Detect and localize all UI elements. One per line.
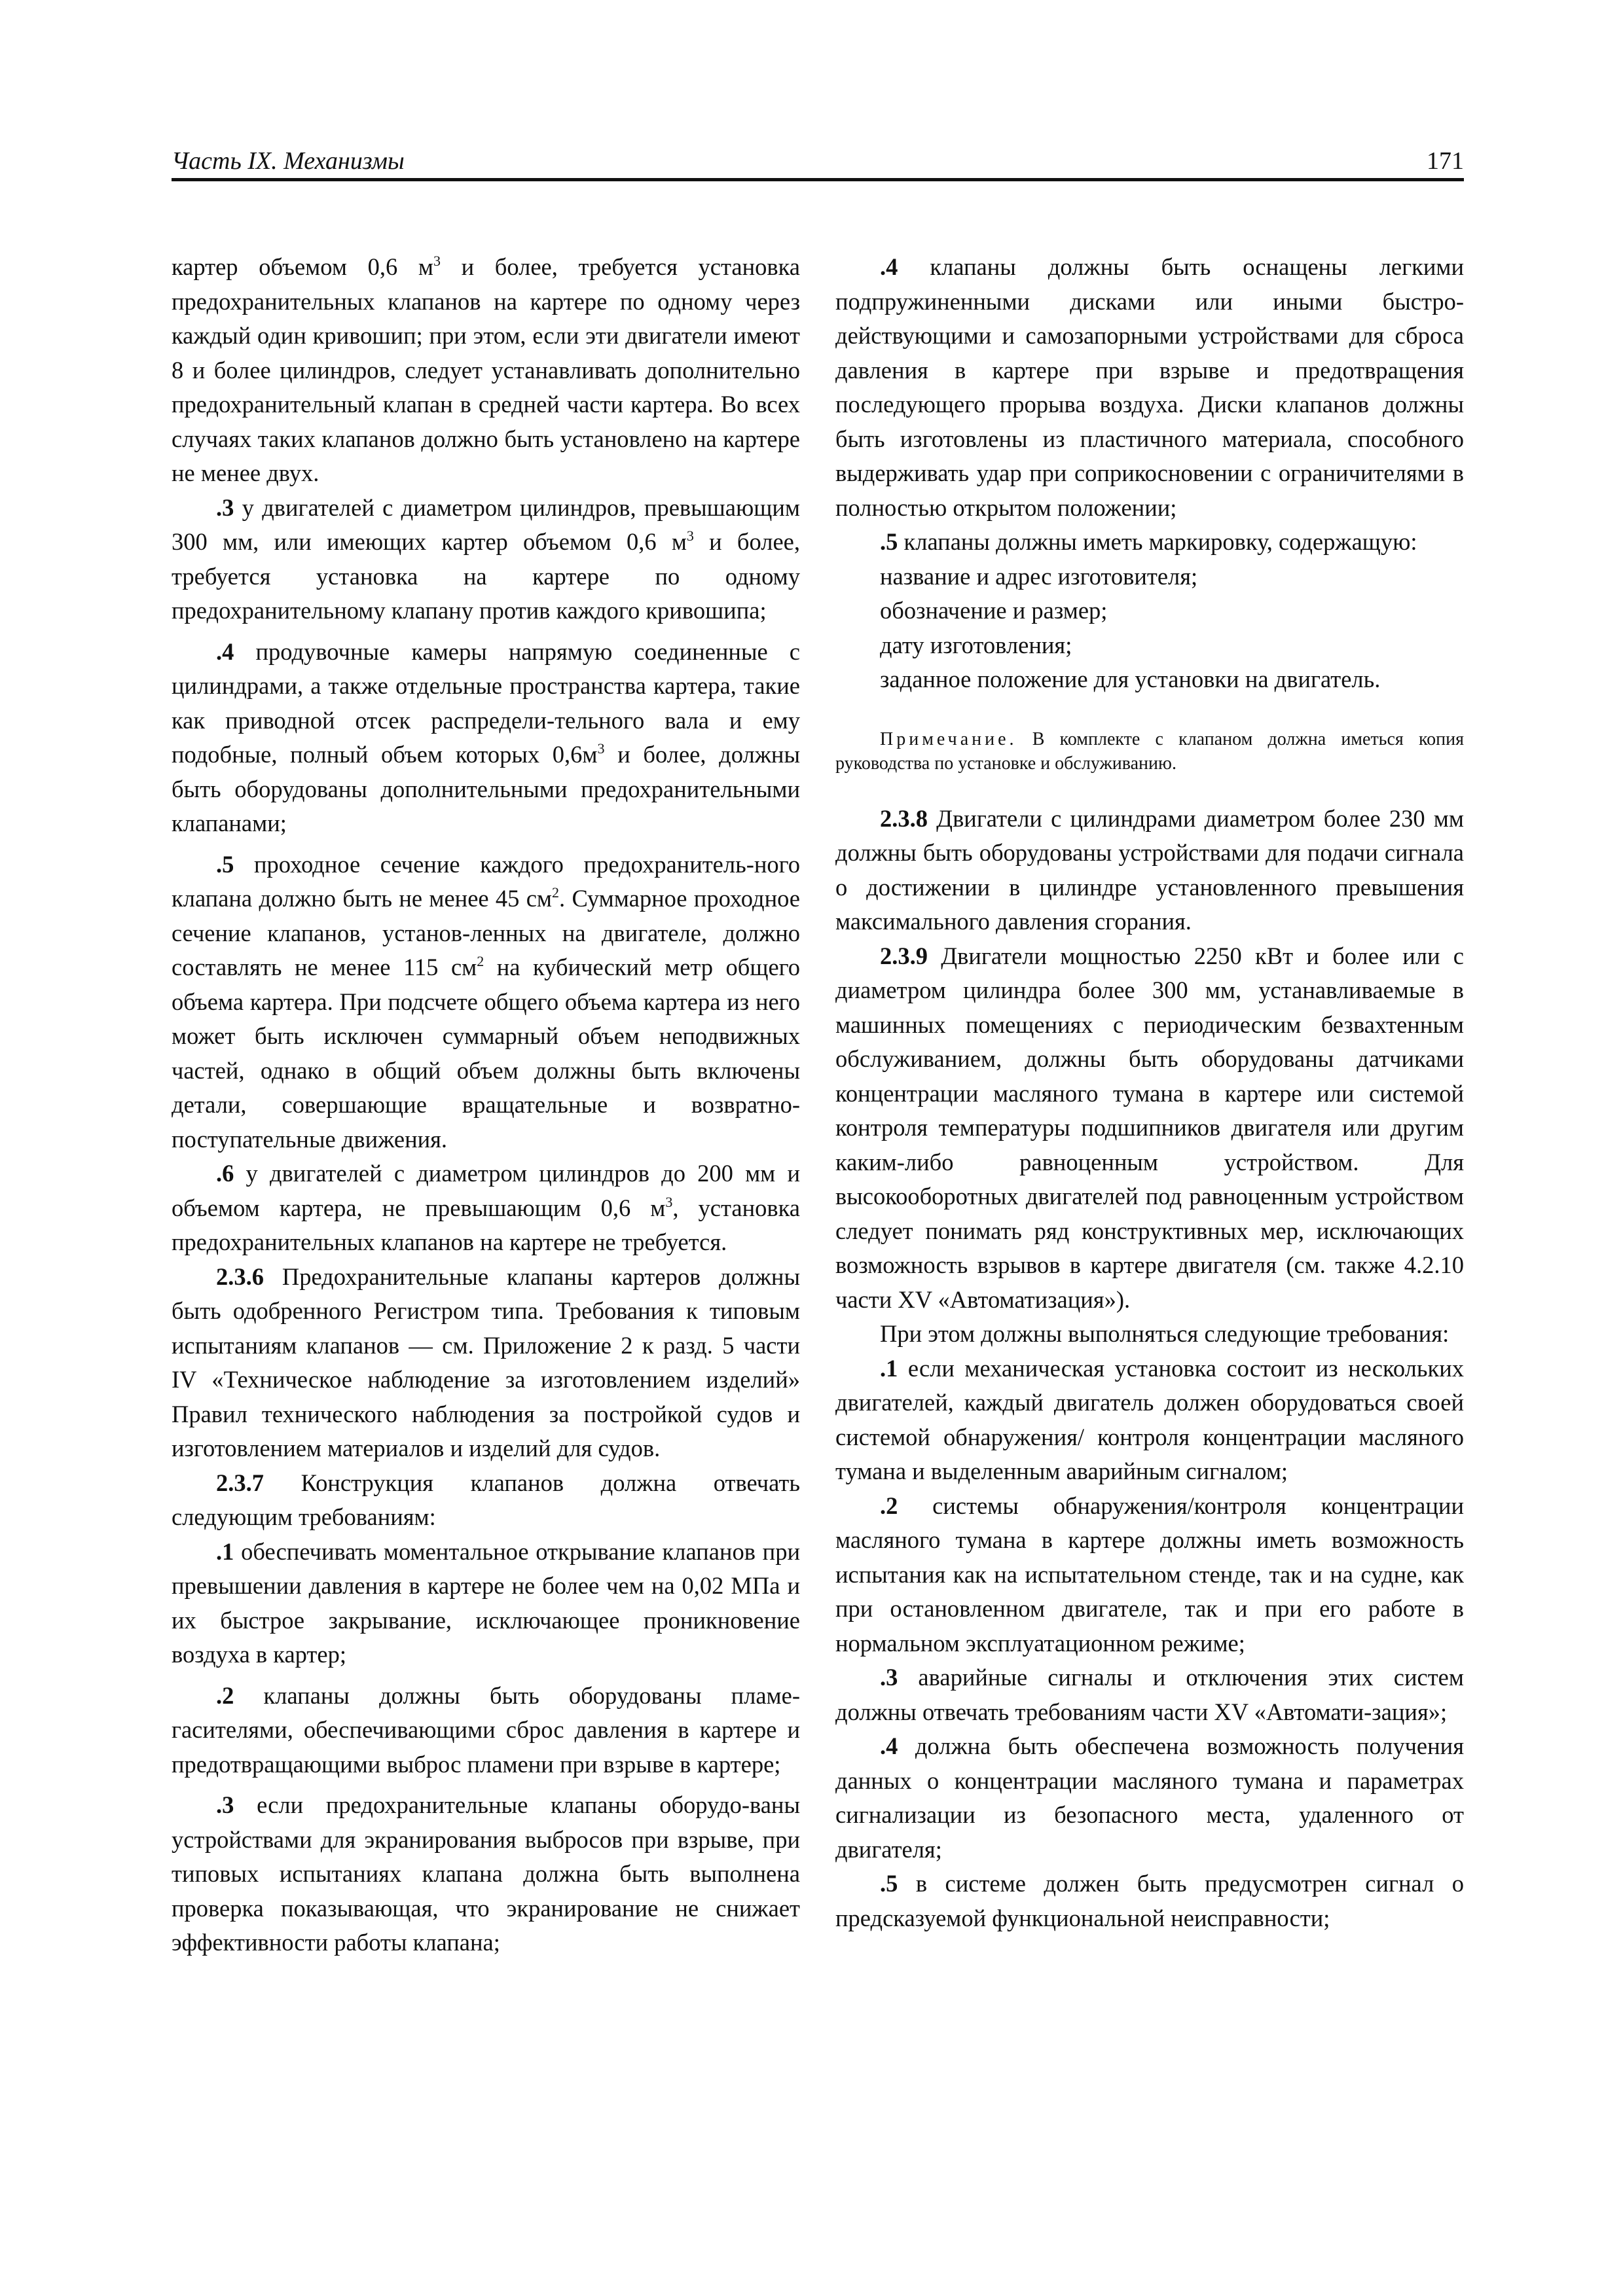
clause-item: .3 аварийные сигналы и отключения этих систем должны отвечать требованиям части XV «Автомати-зация»;	[835, 1664, 1464, 1725]
clause-number: .4	[216, 637, 234, 665]
clause-item: .5 в системе должен быть предусмотрен сигнал о предсказуемой функциональной неисправности;	[835, 1870, 1464, 1931]
marking-list-item: обозначение и размер;	[880, 597, 1108, 624]
clause-number: .4	[880, 1732, 898, 1759]
clause-number: .2	[216, 1681, 234, 1709]
clause-number: .1	[880, 1354, 898, 1382]
clause-item: .4 клапаны должны быть оснащены легкими подпружиненными дисками или иными быстро-действующими и самозапорными устройствами для сброса давления в картере при взрыве и предотвращения последующего прорыва воздуха. Диски клапанов должны быть изготовлены из пластичного материала, способного выдерживать удар при соприкосновении с ограничителями в полностью открытом положении;	[835, 253, 1464, 521]
clause-item: .4 должна быть обеспечена возможность получения данных о концентрации масляного тумана и параметрах сигнализации из безопасного места, удаленного от двигателя;	[835, 1732, 1464, 1863]
section-number: 2.3.8	[880, 804, 928, 832]
clause-number: .1	[216, 1537, 234, 1565]
clause-item: .2 системы обнаружения/контроля концентрации масляного тумана в картере должны иметь возможность испытания как на испытательном стенде, так и на судне, как при остановленном двигателе, так и при его работе в нормальном эксплуатационном режиме;	[835, 1492, 1464, 1657]
left-column	[172, 250, 800, 1960]
note: Примечание. В комплекте с клапаном должна иметься копия руководства по установке и обслуживанию.	[835, 728, 1464, 774]
clause-item: .1 обеспечивать моментальное открывание клапанов при превышении давления в картере не более чем на 0,02 МПа и их быстрое закрывание, исключающее проникновение воздуха в картер;	[172, 1537, 800, 1668]
clause-number: .3	[216, 493, 234, 521]
clause-item: .4 продувочные камеры напрямую соединенные с цилиндрами, а также отдельные пространства картера, такие как приводной отсек распредели-тельного вала и ему подобные, полный объем которых $0,6м^3$ и более, должны быть оборудованы дополнительными предохранительными клапанами;	[172, 637, 800, 836]
clause-number: .5	[216, 850, 234, 878]
clause-item: .2 клапаны должны быть оборудованы пламе-гасителями, обеспечивающими сброс давления в картере и предотвращающими выброс пламени при взрыве в картере;	[172, 1681, 800, 1778]
marking-list-item: название и адрес изготовителя;	[880, 562, 1198, 590]
section-number: 2.3.7	[216, 1469, 264, 1496]
clause-number: .5	[880, 1870, 898, 1897]
marking-list-item: дату изготовления;	[880, 631, 1072, 658]
clause-item: .5 клапаны должны иметь маркировку, содержащую:	[880, 528, 1417, 555]
clause-item: .3 если предохранительные клапаны оборудо-ваны устройствами для экранирования выбросов при взрыве, при типовых испытаниях клапана должна быть выполнена проверка показывающая, что экранирование не снижает эффективности работы клапана;	[172, 1791, 800, 1956]
right-column	[835, 250, 1464, 1935]
clause-number: .5	[880, 528, 898, 555]
marking-list-item: заданное положение для установки на двигатель.	[880, 666, 1381, 692]
clause-number: .3	[880, 1664, 898, 1691]
clause-number: .2	[880, 1492, 898, 1519]
section-paragraph: 2.3.9 Двигатели мощностью 2250 кВт и более или с диаметром цилиндра более 300 мм, устанавливаемые в машинных помещениях с периодическим безвахтенным обслуживанием, должны быть оборудованы датчиками концентрации масляного тумана в картере или системой контроля температуры подшипников двигателя или другим каким-либо равноценным устройством. Для высокооборотных двигателей под равноценным устройством следует понимать ряд конструктивных мер, исключающих возможность взрывов в картере двигателя (см. также 4.2.10 части XV «Автоматизация»).	[835, 942, 1464, 1313]
clause-item: .6 у двигателей с диаметром цилиндров до 200 мм и объемом картера, не превышающим 0,6 $м^3$, установка предохранительных клапанов на картере не требуется.	[172, 1160, 800, 1255]
page-number: 171	[1427, 147, 1464, 175]
paragraph: При этом должны выполняться следующие требования:	[880, 1320, 1450, 1347]
section-number: 2.3.9	[880, 942, 928, 969]
header-title: Часть IX. Механизмы	[172, 147, 405, 175]
running-header	[172, 145, 1464, 181]
clause-number: .3	[216, 1791, 234, 1818]
clause-item: .5 проходное сечение каждого предохранитель-ного клапана должно быть не менее 45 $см^2$. Суммарное проходное сечение клапанов, установ-ленных на двигателе, должно составлять не менее 115 $см^2$ на кубический метр общего объема картера. При подсчете общего объема картера из него может быть исключен суммарный объем неподвижных частей, однако в общий объем должны быть включены детали, совершающие вращательные и возвратно-поступательные движения.	[172, 850, 800, 1153]
clause-number: .4	[880, 253, 898, 280]
note-title: Примечание.	[880, 728, 1017, 749]
paragraph: картер объемом 0,6 $м^3$ и более, требуется установка предохранительных клапанов на картере по одному через каждый один кривошип; при этом, если эти двигатели имеют 8 и более цилиндров, следует устанавливать дополнительно предохранительный клапан в средней части картера. Во всех случаях таких клапанов должно быть установлено на картере не менее двух.	[172, 253, 800, 486]
clause-item: .1 если механическая установка состоит из нескольких двигателей, каждый двигатель должен оборудоваться своей системой обнаружения/ контроля концентрации масляного тумана и выделенным аварийным сигналом;	[835, 1354, 1464, 1484]
section-paragraph: 2.3.8 Двигатели с цилиндрами диаметром более 230 мм должны быть оборудованы устройствами для подачи сигнала о достижении в цилиндре установленного превышения максимального давления сгорания.	[835, 804, 1464, 935]
section-paragraph: 2.3.7 Конструкция клапанов должна отвечать следующим требованиям:	[172, 1469, 800, 1530]
clause-item: .3 у двигателей с диаметром цилиндров, превышающим 300 мм, или имеющих картер объемом 0,6 $м^3$ и более, требуется установка на картере по одному предохранительному клапану против каждого кривошипа;	[172, 493, 800, 624]
clause-number: .6	[216, 1160, 234, 1187]
section-paragraph: 2.3.6 Предохранительные клапаны картеров должны быть одобренного Регистром типа. Требования к типовым испытаниям клапанов — см. Приложение 2 к разд. 5 части IV «Техническое наблюдение за изготовлением изделий» Правил технического наблюдения за постройкой судов и изготовлением материалов и изделий для судов.	[172, 1263, 800, 1462]
section-number: 2.3.6	[216, 1263, 264, 1290]
